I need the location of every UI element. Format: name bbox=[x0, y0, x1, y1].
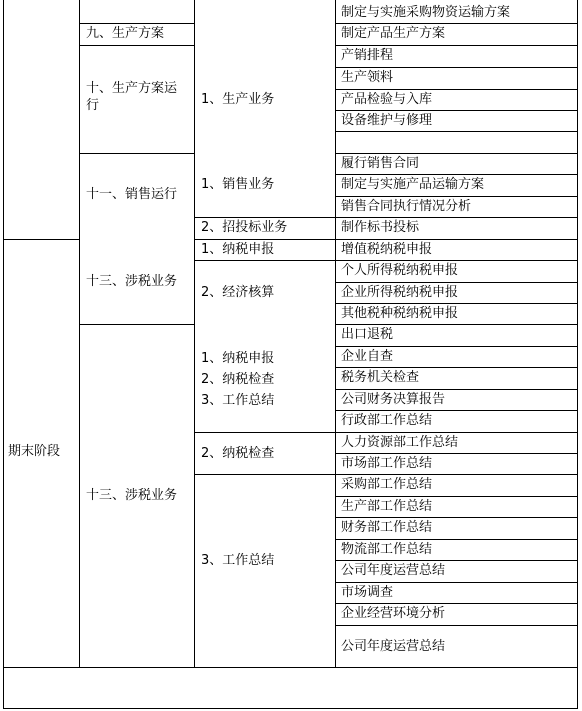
business-group-item: 3、工作总结 bbox=[201, 393, 275, 408]
task-item: 公司年度运营总结 bbox=[341, 563, 446, 578]
row-line bbox=[335, 474, 578, 475]
task-item: 制定与实施产品运输方案 bbox=[341, 177, 485, 192]
task-item: 出口退税 bbox=[341, 327, 394, 342]
task-item: 物流部工作总结 bbox=[341, 542, 433, 557]
row-line bbox=[335, 89, 578, 90]
group-line bbox=[194, 217, 336, 218]
task-item: 企业所得税纳税申报 bbox=[341, 285, 459, 300]
table-border-left bbox=[3, 0, 4, 709]
task-item: 制作标书投标 bbox=[341, 220, 420, 235]
task-item: 公司财务决算报告 bbox=[341, 392, 446, 407]
business-group-item: 1、纳税申报 bbox=[201, 351, 275, 366]
task-item: 公司年度运营总结 bbox=[341, 639, 446, 654]
group-line bbox=[194, 432, 336, 433]
group-line bbox=[194, 239, 336, 240]
row-line bbox=[335, 260, 578, 261]
section-production-plan: 九、生产方案 bbox=[86, 26, 165, 41]
business-tax-check: 2、纳税检查 bbox=[201, 446, 275, 461]
row-line bbox=[335, 196, 578, 197]
task-item: 人力资源部工作总结 bbox=[341, 435, 459, 450]
task-item: 制定与实施采购物资运输方案 bbox=[341, 5, 511, 20]
row-line bbox=[335, 432, 578, 433]
section-production-run-line1: 十、生产方案运 bbox=[86, 81, 178, 96]
task-item: 生产领料 bbox=[341, 70, 394, 85]
group-line bbox=[194, 260, 336, 261]
row-line bbox=[335, 282, 578, 283]
task-item: 制定产品生产方案 bbox=[341, 26, 446, 41]
business-accounting: 2、经济核算 bbox=[201, 285, 275, 300]
task-item: 增值税纳税申报 bbox=[341, 242, 433, 257]
row-line bbox=[335, 153, 578, 154]
row-line bbox=[335, 496, 578, 497]
task-item: 产品检验与入库 bbox=[341, 92, 433, 107]
section-line bbox=[79, 45, 195, 46]
task-item: 履行销售合同 bbox=[341, 156, 420, 171]
task-item: 设备维护与修理 bbox=[341, 113, 433, 128]
stage-line bbox=[3, 239, 80, 240]
business-work-summary: 3、工作总结 bbox=[201, 553, 275, 568]
business-bidding: 2、招投标业务 bbox=[201, 220, 288, 235]
row-line bbox=[335, 131, 578, 132]
row-line bbox=[335, 174, 578, 175]
task-item: 税务机关检查 bbox=[341, 370, 420, 385]
stage-label: 期末阶段 bbox=[8, 444, 61, 459]
row-line bbox=[335, 110, 578, 111]
row-line bbox=[335, 625, 578, 626]
group-line bbox=[194, 474, 336, 475]
section-production-run bbox=[86, 80, 177, 114]
task-item: 生产部工作总结 bbox=[341, 499, 433, 514]
section-line bbox=[79, 153, 195, 154]
col-divider-1 bbox=[79, 0, 80, 667]
section-line bbox=[79, 324, 195, 325]
row-line bbox=[335, 453, 578, 454]
row-line bbox=[335, 389, 578, 390]
row-line bbox=[335, 560, 578, 561]
row-line bbox=[335, 582, 578, 583]
business-tax-group bbox=[201, 348, 274, 411]
row-line bbox=[335, 346, 578, 347]
row-line bbox=[335, 539, 578, 540]
business-tax-declare: 1、纳税申报 bbox=[201, 242, 275, 257]
task-item: 产销排程 bbox=[341, 48, 394, 63]
task-item: 销售合同执行情况分析 bbox=[341, 199, 472, 214]
row-line bbox=[335, 67, 578, 68]
section-line bbox=[79, 23, 195, 24]
task-item: 其他税种税纳税申报 bbox=[341, 306, 459, 321]
task-item: 采购部工作总结 bbox=[341, 477, 433, 492]
col-divider-3 bbox=[335, 0, 336, 667]
section-tax-business: 十三、涉税业务 bbox=[86, 274, 178, 289]
section-production-run-line2: 行 bbox=[86, 98, 100, 113]
business-production: 1、生产业务 bbox=[201, 92, 275, 107]
section-sales-run: 十一、销售运行 bbox=[86, 187, 178, 202]
task-item: 市场调查 bbox=[341, 585, 394, 600]
business-group-item: 2、纳税检查 bbox=[201, 372, 275, 387]
table-line bbox=[3, 667, 578, 668]
row-line bbox=[335, 367, 578, 368]
row-line bbox=[335, 23, 578, 24]
row-line bbox=[335, 603, 578, 604]
task-item: 企业经营环境分析 bbox=[341, 606, 446, 621]
row-line bbox=[335, 517, 578, 518]
row-line bbox=[335, 324, 578, 325]
task-item: 市场部工作总结 bbox=[341, 456, 433, 471]
row-line bbox=[335, 410, 578, 411]
row-line bbox=[335, 217, 578, 218]
row-line bbox=[335, 239, 578, 240]
row-line bbox=[335, 303, 578, 304]
col-divider-2 bbox=[194, 0, 195, 667]
task-item: 企业自查 bbox=[341, 349, 394, 364]
task-item: 财务部工作总结 bbox=[341, 520, 433, 535]
section-tax-business: 十三、涉税业务 bbox=[86, 488, 178, 503]
table-border-bottom bbox=[3, 708, 578, 709]
business-sales: 1、销售业务 bbox=[201, 177, 275, 192]
task-item: 行政部工作总结 bbox=[341, 413, 433, 428]
row-line bbox=[335, 45, 578, 46]
task-item: 个人所得税纳税申报 bbox=[341, 263, 459, 278]
